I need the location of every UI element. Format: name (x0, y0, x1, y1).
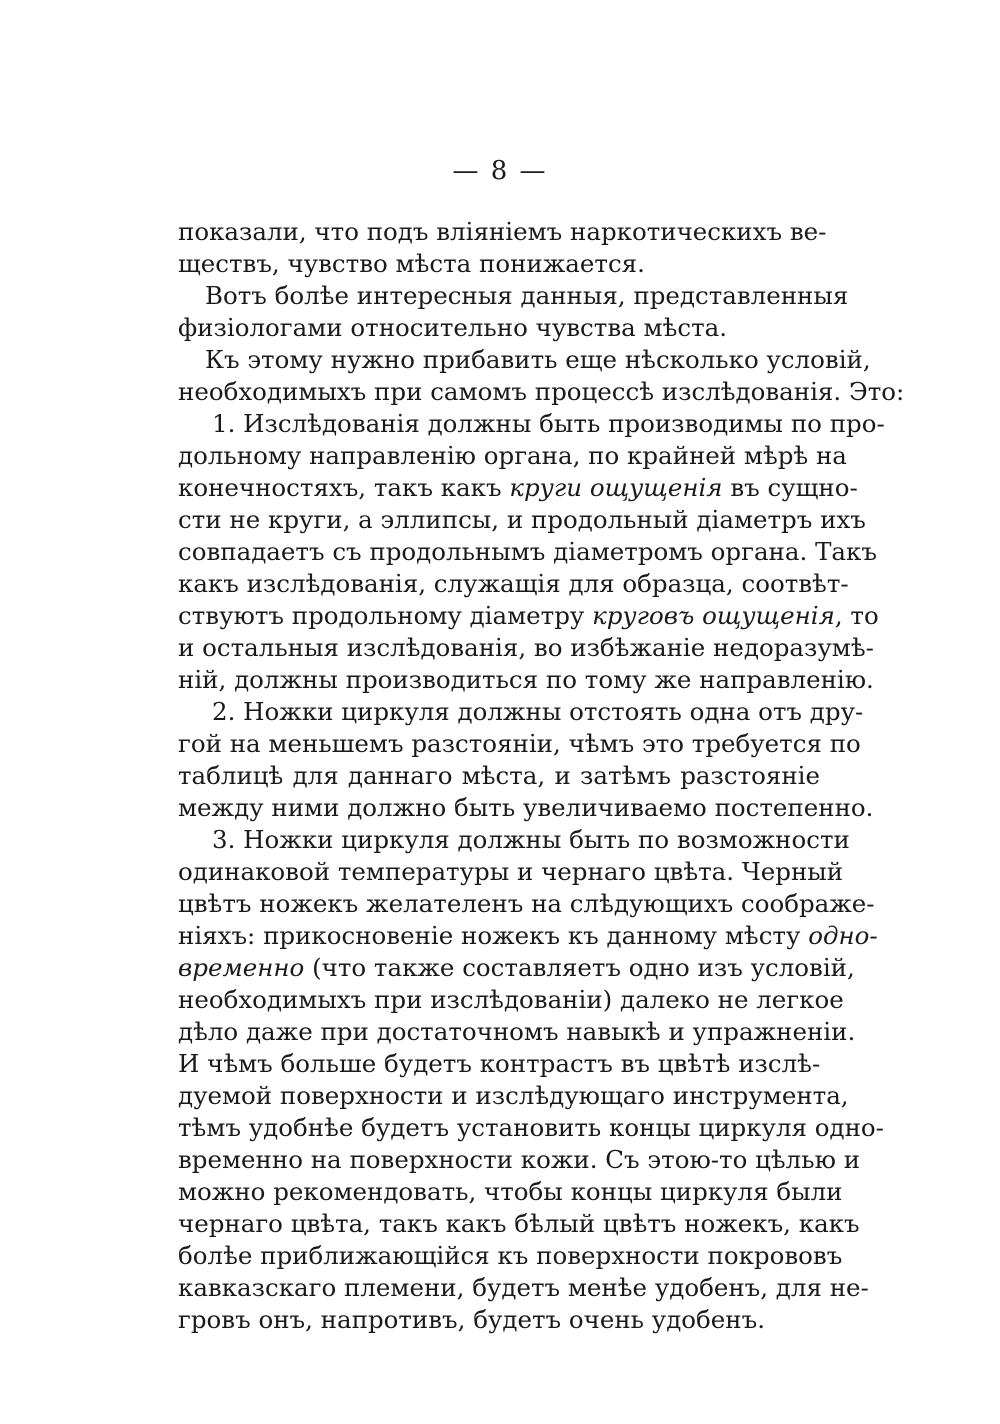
text-line: показали, что подъ вліяніемъ наркотическихъ ве- (178, 217, 827, 246)
text-line: физіологами относительно чувства мѣста. (178, 313, 728, 342)
text-line: Вотъ болѣе интересныя данныя, представленныя (205, 281, 849, 310)
text-line: какъ изслѣдованія, служащія для образца, соотвѣт- (178, 569, 849, 598)
text-line: 2. Ножки циркуля должны отстоять одна отъ дру- (212, 697, 864, 726)
text-line: дольному направленію органа, по крайней мѣрѣ на (178, 441, 847, 470)
text-line: временно на поверхности кожи. Съ этою-то цѣлью и (178, 1145, 861, 1174)
text-line: гой на меньшемъ разстояніи, чѣмъ это требуется по (178, 729, 861, 758)
text-line: необходимыхъ при изслѣдованіи) далеко не легкое (178, 985, 844, 1014)
text-line: болѣе приближающійся къ поверхности покрововъ (178, 1241, 843, 1270)
text-line: ніяхъ: прикосновеніе ножекъ къ данному мѣсту одно- (178, 921, 878, 950)
text-line: гровъ онъ, напротивъ, будетъ очень удобенъ. (178, 1305, 766, 1334)
text-line: можно рекомендовать, чтобы концы циркуля были (178, 1177, 843, 1206)
text-line: Къ этому нужно прибавить еще нѣсколько условій, (205, 345, 871, 374)
text-line: цвѣтъ ножекъ желателенъ на слѣдующихъ соображе- (178, 889, 875, 918)
text-line: кавказскаго племени, будетъ менѣе удобенъ, для не- (178, 1273, 869, 1302)
text-line: временно (что также составляетъ одно изъ условій, (178, 953, 855, 982)
text-line: таблицѣ для даннаго мѣста, и затѣмъ разстояніе (178, 761, 820, 790)
text-line: и остальныя изслѣдованія, во избѣжаніе недоразумѣ- (178, 633, 874, 662)
text-line: И чѣмъ больше будетъ контрастъ въ цвѣтѣ изслѣ- (178, 1049, 821, 1078)
text-line: 3. Ножки циркуля должны быть по возможности (212, 825, 850, 854)
page-number: — 8 — (452, 156, 548, 186)
text-line: тѣмъ удобнѣе будетъ установить концы циркуля одно- (178, 1113, 884, 1142)
text-line: дѣло даже при достаточномъ навыкѣ и упражненіи. (178, 1017, 856, 1046)
text-line: сти не круги, а эллипсы, и продольный діаметръ ихъ (178, 505, 866, 534)
text-line: совпадаетъ съ продольнымъ діаметромъ органа. Такъ (178, 537, 877, 566)
text-line: дуемой поверхности и изслѣдующаго инструмента, (178, 1081, 849, 1110)
text-line: необходимыхъ при самомъ процессѣ изслѣдованія. Это: (178, 377, 905, 406)
text-line: конечностяхъ, такъ какъ круги ощущенія въ сущно- (178, 473, 858, 502)
text-line: между ними должно быть увеличиваемо постепенно. (178, 793, 874, 822)
text-line: ществъ, чувство мѣста понижается. (178, 249, 645, 278)
text-line: ствуютъ продольному діаметру круговъ ощущенія, то (178, 601, 879, 630)
text-line: 1. Изслѣдованія должны быть производимы по про- (212, 409, 885, 438)
text-line: ній, должны производиться по тому же направленію. (178, 665, 874, 694)
text-line: одинаковой температуры и чернаго цвѣта. Черный (178, 857, 844, 886)
text-line: чернаго цвѣта, такъ какъ бѣлый цвѣтъ ножекъ, какъ (178, 1209, 860, 1238)
